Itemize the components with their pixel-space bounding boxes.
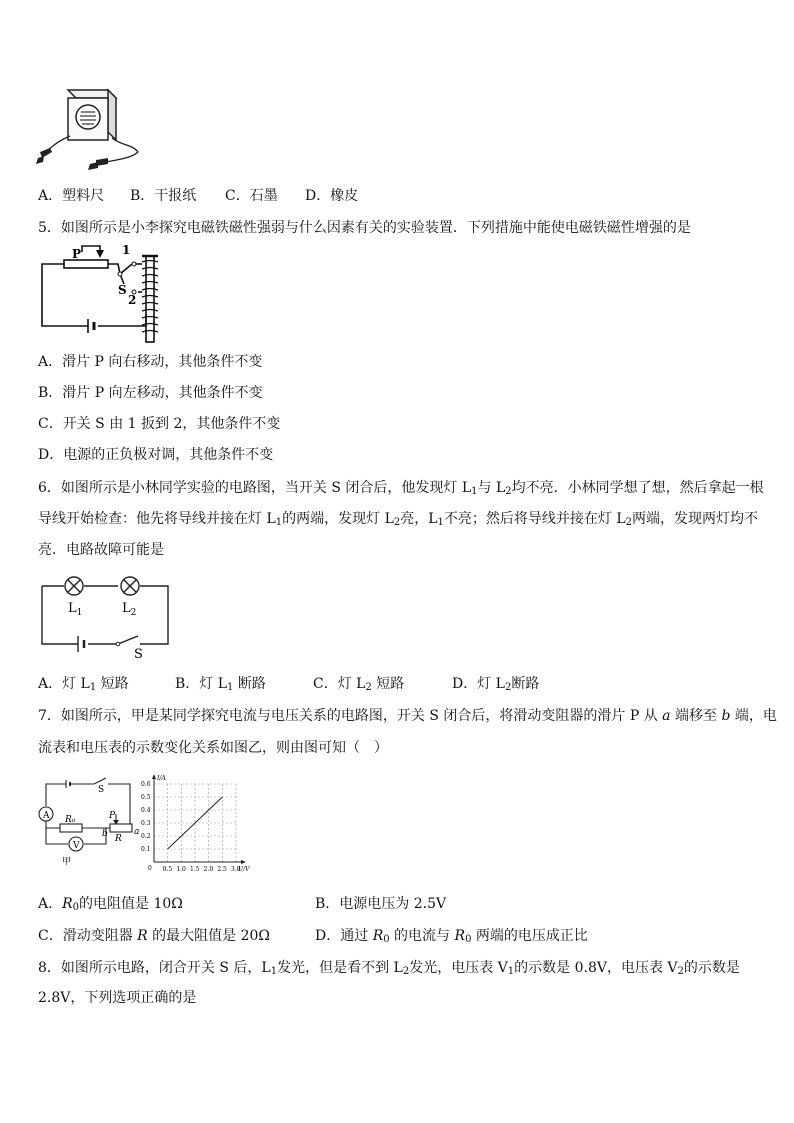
x-tick-label: 1.5 [190, 866, 200, 873]
q7-a-label: a [134, 827, 140, 837]
q5-label-2: 2 [128, 293, 137, 307]
q7-option-b: B．电源电压为 2.5V [315, 896, 447, 912]
q7-option-d: D．通过 $R_0$ 的电流与 $R_0$ 两端的电压成正比 [315, 928, 588, 945]
y-axis-arrow [152, 774, 156, 779]
q7-stem-line2: 流表和电压表的示数变化关系如图乙，则由图可知（ ） [38, 740, 388, 756]
q5-label-1: 1 [122, 243, 131, 257]
q4-option-c: C．石墨 [225, 188, 278, 204]
q4-device-figure [36, 86, 146, 172]
q7-stem-line1: 7．如图所示，甲是某同学探究电流与电压关系的电路图，开关 S 闭合后，将滑动变阻器的滑片 P 从 a 端移至 b 端，电 [38, 708, 777, 724]
q7-b-label: b [102, 829, 108, 839]
q5-stem: 5．如图所示是小李探究电磁铁磁性强弱与什么因素有关的实验装置．下列措施中能使电磁铁磁性增强的是 [38, 220, 691, 236]
q7-iu-chart [140, 772, 252, 876]
q7-switch-label: S [98, 785, 105, 795]
q5-option-b: B．滑片 P 向左移动，其他条件不变 [38, 385, 263, 401]
q6-label-l1: $L_1$ [68, 601, 83, 618]
q6-stem-line1: 6．如图所示是小林同学实验的电路图，当开关 S 闭合后，他发现灯 $L_1$与 $L_2$均不亮．小林同学想了想，然后拿起一根 [38, 480, 764, 497]
q6-option-c: C．灯 $L_2$ 短路 [313, 676, 405, 693]
q5-label-p: P [72, 247, 82, 261]
x-tick-label: 0.5 [162, 866, 173, 873]
x-tick-label: 1.0 [176, 866, 186, 873]
q6-option-b: B．灯 $L_1$ 断路 [175, 676, 266, 693]
q7-caption: 甲 [62, 857, 72, 867]
y-tick-label: 0.6 [141, 781, 151, 788]
q6-option-a: A．灯 $L_1$ 短路 [38, 676, 129, 693]
q5-option-d: D．电源的正负极对调，其他条件不变 [38, 447, 274, 463]
q6-label-s: S [134, 647, 143, 662]
q7-r0-label: R₀ [65, 815, 76, 825]
q7-circuit-figure [38, 776, 142, 868]
origin-label: 0 [148, 865, 152, 872]
x-tick-label: 2.0 [203, 866, 214, 873]
q6-stem-line3: 亮．电路故障可能是 [38, 542, 164, 558]
y-tick-label: 0.4 [141, 807, 151, 814]
x-tick-label: 3.0 [231, 866, 241, 873]
q6-option-d: D．灯 $L_2$断路 [452, 676, 540, 693]
q7-r-label: R [115, 834, 122, 844]
y-tick-label: 0.2 [141, 833, 151, 840]
q6-circuit-figure [38, 572, 172, 662]
q4-option-b: B．干报纸 [130, 188, 197, 204]
q6-stem-line2: 导线开始检查：他先将导线并接在灯 $L_1$的两端，发现灯 $L_2$亮，$L_1$不亮；然后将导线并接在灯 $L_2$两端，发现两灯均不 [38, 511, 759, 528]
clip-icon [36, 148, 108, 170]
q5-label-s: S [118, 283, 127, 297]
q4-option-a: A．塑料尺 [38, 188, 105, 204]
q7-option-c: C．滑动变阻器 R 的最大阻值是 20Ω [38, 928, 271, 944]
q6-label-l2: $L_2$ [122, 601, 137, 618]
y-tick-label: 0.3 [141, 820, 151, 827]
q7-p-label: P [109, 811, 116, 821]
q5-electromagnet-figure [38, 242, 174, 346]
y-axis-label: I/A [157, 775, 166, 782]
q5-option-a: A．滑片 P 向右移动，其他条件不变 [38, 354, 263, 370]
y-tick-label: 0.5 [141, 794, 151, 801]
q7-voltmeter-label: V [73, 841, 80, 851]
x-tick-label: 2.5 [217, 866, 227, 873]
q4-option-d: D．橡皮 [305, 188, 359, 204]
q5-option-c: C．开关 S 由 1 扳到 2，其他条件不变 [38, 416, 281, 432]
q8-stem-line1: 8．如图所示电路，闭合开关 S 后，$L_1$发光，但是看不到 $L_2$发光，电压表 $V_1$的示数是 0.8V，电压表 $V_2$的示数是 [38, 960, 740, 977]
q8-stem-line2: 2.8V，下列选项正确的是 [38, 990, 197, 1006]
q7-ammeter-label: A [43, 811, 50, 821]
x-axis-label: U/V [238, 866, 250, 873]
y-tick-label: 0.1 [141, 846, 151, 853]
q7-option-a: A．$R_0$的电阻值是 10Ω [38, 896, 183, 913]
x-axis-arrow [241, 860, 246, 864]
